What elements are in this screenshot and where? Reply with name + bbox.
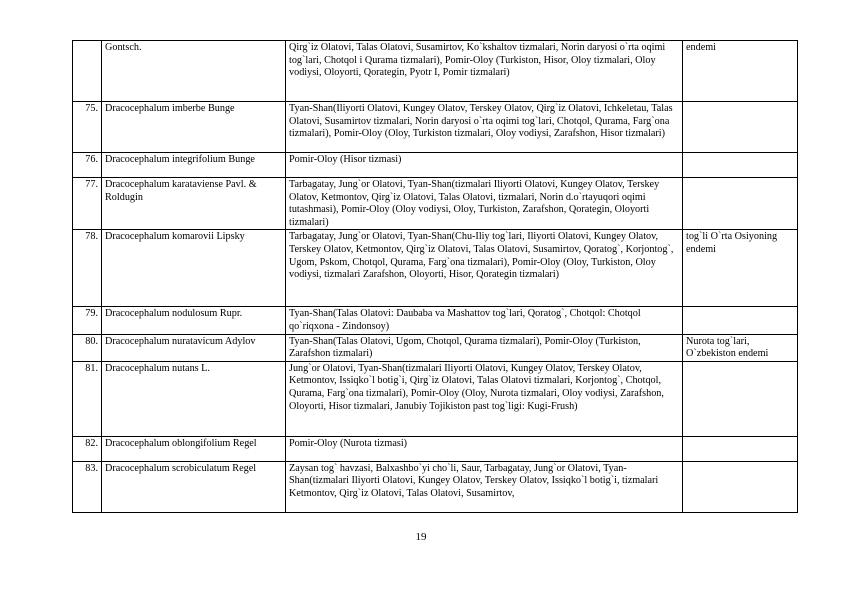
distribution-text: Tarbagatay, Jung`or Olatovi, Tyan-Shan(Chu-Iliy tog`lari, Iliyorti Olatovi, Kungey Olatov, Terskey Olatov, Ketmontov, Qirg`iz Olatovi, Talas Olatovi, Susamirtov, Qoratog`, Korjontog`, Ugom, Pskom, Chotqol, Qurama, Farg`ona tizmalari), Pomir-Oloy (Oloy, Turkiston, Oloy vodiysi, tizmalari Zarafshon, Oloyorti, Hisor, Qorategin tizmalari) xyxy=(286,230,683,307)
species-name: Gontsch. xyxy=(102,41,286,102)
row-number: 82. xyxy=(73,436,102,461)
table-row xyxy=(73,461,798,512)
table-row xyxy=(73,41,798,102)
row-number: 80. xyxy=(73,334,102,361)
species-name: Dracocephalum scrobiculatum Regel xyxy=(102,461,286,512)
endemic-note: endemi xyxy=(683,41,798,102)
species-name: Dracocephalum oblongifolium Regel xyxy=(102,436,286,461)
endemic-note xyxy=(683,361,798,436)
distribution-text: Pomir-Oloy (Nurota tizmasi) xyxy=(286,436,683,461)
species-name: Dracocephalum imberbe Bunge xyxy=(102,102,286,153)
row-number: 76. xyxy=(73,153,102,178)
table-row xyxy=(73,361,798,436)
row-number: 77. xyxy=(73,178,102,230)
row-number: 83. xyxy=(73,461,102,512)
endemic-note xyxy=(683,153,798,178)
endemic-note xyxy=(683,178,798,230)
distribution-text: Tyan-Shan(Iliyorti Olatovi, Kungey Olatov, Terskey Olatov, Qirg`iz Olatovi, Ichkeletau, Talas Olatovi, Susamirtov tizmalari, Norin daryosi o`rta oqimi tog`lari, Chotqol, Qurama, Farg`ona tizmalari), Pomir-Oloy (Oloy, Turkiston tizmalari, Oloy vodiysi, Zarafshon, Hisor tizmalari) xyxy=(286,102,683,153)
endemic-note: tog`li O`rta Osiyoning endemi xyxy=(683,230,798,307)
distribution-text: Pomir-Oloy (Hisor tizmasi) xyxy=(286,153,683,178)
row-number: 81. xyxy=(73,361,102,436)
endemic-note xyxy=(683,307,798,334)
table-row xyxy=(73,178,798,230)
row-number: 79. xyxy=(73,307,102,334)
page-number: 19 xyxy=(415,531,427,543)
endemic-note xyxy=(683,102,798,153)
row-number: 75. xyxy=(73,102,102,153)
distribution-text: Qirg`iz Olatovi, Talas Olatovi, Susamirtov, Ko`kshaltov tizmalari, Norin daryosi o`rta oqimi tog`lari, Chotqol i Qurama tizmalari), Pomir-Oloy (Turkiston, Hisor, Oloy tizmalari, Oloy vodiysi, Oloyorti, Qorategin, Pyotr I, Pomir tizmalari) xyxy=(286,41,683,102)
species-name: Dracocephalum karataviense Pavl. & Roldugin xyxy=(102,178,286,230)
row-number xyxy=(73,41,102,102)
distribution-text: Tyan-Shan(Talas Olatovi: Daubaba va Mashattov tog`lari, Qoratog`, Chotqol: Chotqol qo`riqxona - Zindonsoy) xyxy=(286,307,683,334)
table-row xyxy=(73,153,798,178)
table-row xyxy=(73,307,798,334)
species-name: Dracocephalum nuratavicum Adylov xyxy=(102,334,286,361)
distribution-text: Zaysan tog` havzasi, Balxashbo`yi cho`li, Saur, Tarbagatay, Jung`or Olatovi, Tyan-Shan(tizmalari Iliyorti Olatovi, Kungey Olatov, Terskey Olatov, Issiqko`l botig`i, tizmalari Ketmontov, Qirg`iz Olatovi, Talas Olatovi, Susamirtov, xyxy=(286,461,683,512)
distribution-text: Tarbagatay, Jung`or Olatovi, Tyan-Shan(tizmalari Iliyorti Olatovi, Kungey Olatov, Terskey Olatov, Ketmontov, Qirg`iz Olatovi, Talas Olatovi, tizmalari, Norin d.o`rtayuqori oqimi tutashmasi), Pomir-Oloy (Oloy vodiysi, Oloy, Turkiston, Zarafshon, Qorategin, Oloyorti tizmalari) xyxy=(286,178,683,230)
table-row xyxy=(73,334,798,361)
endemic-note xyxy=(683,436,798,461)
species-name: Dracocephalum nutans L. xyxy=(102,361,286,436)
species-name: Dracocephalum komarovii Lipsky xyxy=(102,230,286,307)
row-number: 78. xyxy=(73,230,102,307)
table-row xyxy=(73,102,798,153)
species-table xyxy=(72,40,798,513)
species-name: Dracocephalum integrifolium Bunge xyxy=(102,153,286,178)
table-row xyxy=(73,436,798,461)
table-row xyxy=(73,230,798,307)
species-name: Dracocephalum nodulosum Rupr. xyxy=(102,307,286,334)
distribution-text: Tyan-Shan(Talas Olatovi, Ugom, Chotqol, Qurama tizmalari), Pomir-Oloy (Turkiston, Zarafshon tizmalari) xyxy=(286,334,683,361)
endemic-note xyxy=(683,461,798,512)
distribution-text: Jung`or Olatovi, Tyan-Shan(tizmalari Iliyorti Olatovi, Kungey Olatov, Terskey Olatov, Ketmontov, Issiqko`l botig`i, Qirg`iz Olatovi, Talas Olatovi tizmalari, Korjontog`, Chotqol, Qurama, Farg`ona tizmalari), Pomir-Oloy (Oloy, Nurota tizmalari, Oloy vodiysi, Zarafshon, Oloyorti, Hisor tizmalari, Janubiy Tojikiston past tog`ligi: Kugi-Frush) xyxy=(286,361,683,436)
endemic-note: Nurota tog`lari, O`zbekiston endemi xyxy=(683,334,798,361)
